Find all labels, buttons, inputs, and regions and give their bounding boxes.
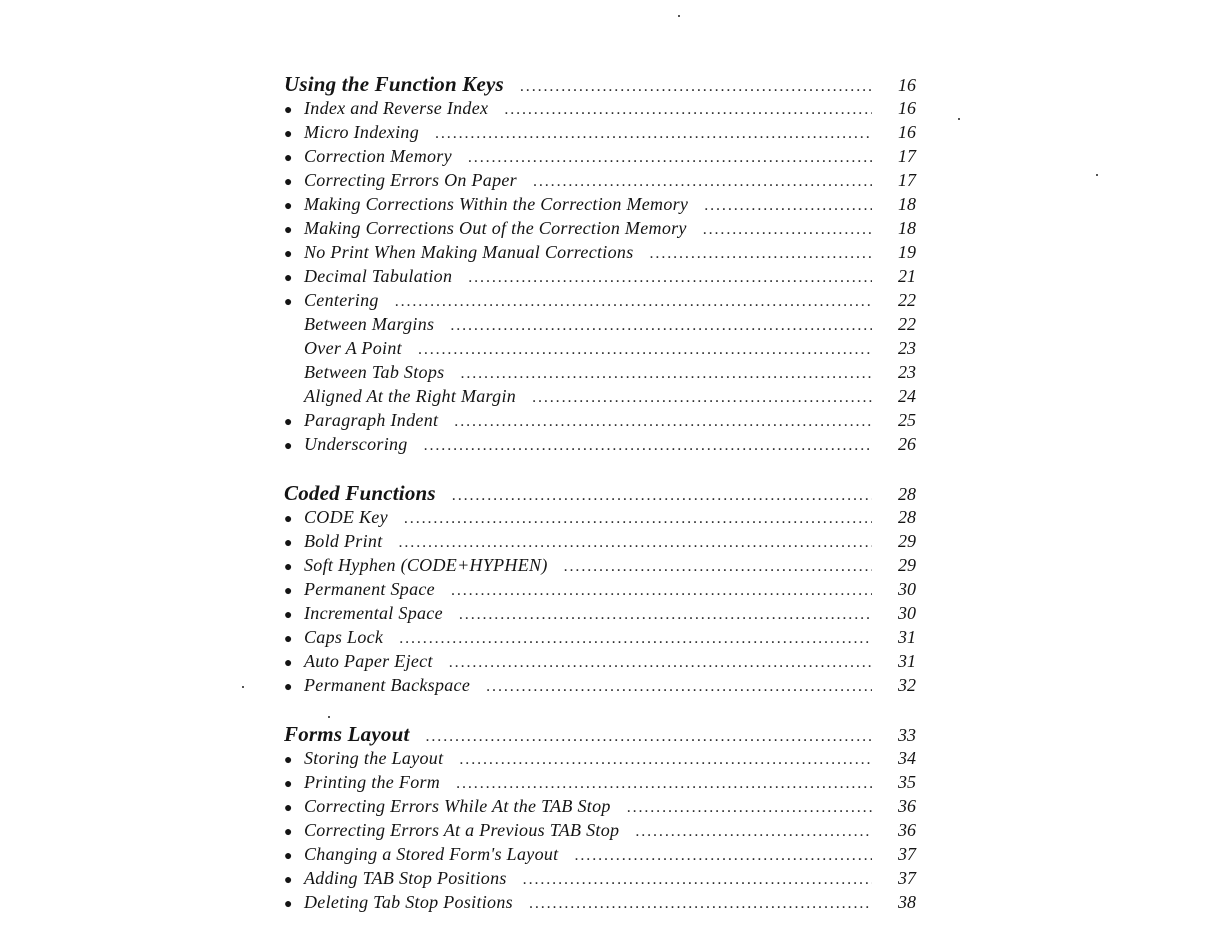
page-number: 19 xyxy=(898,242,916,262)
section-heading-label: Forms Layout xyxy=(284,722,410,746)
page-number: 23 xyxy=(898,362,916,382)
bullet-icon: ● xyxy=(284,680,293,695)
bullet-icon: ● xyxy=(284,247,293,262)
entry-label: Changing a Stored Form's Layout xyxy=(304,844,559,864)
dot-leader xyxy=(468,269,872,287)
toc-entry xyxy=(284,410,932,434)
toc-entry xyxy=(284,434,932,458)
page-number: 17 xyxy=(898,146,916,166)
dot-leader xyxy=(456,775,872,793)
page-number: 31 xyxy=(898,651,916,671)
dot-leader xyxy=(703,221,872,239)
toc-subentry xyxy=(284,314,932,338)
page-number: 28 xyxy=(898,484,916,504)
page-number: 23 xyxy=(898,338,916,358)
toc-entry xyxy=(284,507,932,531)
scan-speck xyxy=(1096,174,1098,176)
page-number: 36 xyxy=(898,796,916,816)
toc-entry xyxy=(284,122,932,146)
page-number: 22 xyxy=(898,314,916,334)
page-number: 37 xyxy=(898,868,916,888)
dot-leader xyxy=(452,487,872,505)
dot-leader xyxy=(459,606,872,624)
entry-label: Paragraph Indent xyxy=(304,410,439,430)
page-number: 16 xyxy=(898,122,916,142)
toc-entry xyxy=(284,772,932,796)
entry-label: No Print When Making Manual Corrections xyxy=(304,242,634,262)
entry-label: Decimal Tabulation xyxy=(304,266,453,286)
entry-label: Making Corrections Out of the Correction Memory xyxy=(304,218,687,238)
toc-entry xyxy=(284,170,932,194)
toc-section xyxy=(284,72,932,458)
page-number: 29 xyxy=(898,531,916,551)
dot-leader xyxy=(426,728,873,746)
dot-leader xyxy=(635,823,872,841)
toc-entry xyxy=(284,242,932,266)
section-heading xyxy=(284,72,932,98)
scan-speck xyxy=(958,118,960,120)
dot-leader xyxy=(449,654,872,672)
entry-label: Adding TAB Stop Positions xyxy=(304,868,507,888)
toc-entry xyxy=(284,290,932,314)
toc-entry xyxy=(284,266,932,290)
dot-leader xyxy=(450,317,872,335)
entry-label: Micro Indexing xyxy=(304,122,419,142)
page-number: 26 xyxy=(898,434,916,454)
dot-leader xyxy=(399,534,873,552)
section-heading-label: Coded Functions xyxy=(284,481,436,505)
dot-leader xyxy=(486,678,872,696)
page-number: 31 xyxy=(898,627,916,647)
scan-speck xyxy=(678,15,680,17)
bullet-icon: ● xyxy=(284,753,293,768)
dot-leader xyxy=(532,389,872,407)
dot-leader xyxy=(575,847,873,865)
table-of-contents xyxy=(284,72,932,916)
dot-leader xyxy=(418,341,872,359)
bullet-icon: ● xyxy=(284,849,293,864)
entry-label: Correcting Errors On Paper xyxy=(304,170,517,190)
toc-entry xyxy=(284,892,932,916)
entry-label: Caps Lock xyxy=(304,627,384,647)
bullet-icon: ● xyxy=(284,656,293,671)
toc-entry xyxy=(284,796,932,820)
entry-label: Permanent Space xyxy=(304,579,435,599)
bullet-icon: ● xyxy=(284,439,293,454)
dot-leader xyxy=(627,799,872,817)
bullet-icon: ● xyxy=(284,512,293,527)
bullet-icon: ● xyxy=(284,199,293,214)
entry-label: Auto Paper Eject xyxy=(304,651,433,671)
page-number: 17 xyxy=(898,170,916,190)
toc-subentry xyxy=(284,338,932,362)
toc-entry xyxy=(284,531,932,555)
entry-label: Correction Memory xyxy=(304,146,452,166)
dot-leader xyxy=(395,293,872,311)
page-number: 22 xyxy=(898,290,916,310)
entry-label: Between Margins xyxy=(304,314,435,334)
page-number: 32 xyxy=(898,675,916,695)
toc-section xyxy=(284,722,932,916)
entry-label: Underscoring xyxy=(304,434,408,454)
dot-leader xyxy=(564,558,872,576)
bullet-icon: ● xyxy=(284,223,293,238)
toc-entry xyxy=(284,868,932,892)
entry-label: Over A Point xyxy=(304,338,402,358)
page-number: 16 xyxy=(898,75,916,95)
page-number: 34 xyxy=(898,748,916,768)
dot-leader xyxy=(399,630,872,648)
bullet-icon: ● xyxy=(284,415,293,430)
page-number: 30 xyxy=(898,579,916,599)
toc-entry xyxy=(284,98,932,122)
toc-entry xyxy=(284,555,932,579)
section-heading xyxy=(284,481,932,507)
toc-entry xyxy=(284,603,932,627)
bullet-icon: ● xyxy=(284,584,293,599)
page-number: 38 xyxy=(898,892,916,912)
toc-entry xyxy=(284,748,932,772)
entry-label: Incremental Space xyxy=(304,603,443,623)
bullet-icon: ● xyxy=(284,151,293,166)
entry-label: Printing the Form xyxy=(304,772,441,792)
dot-leader xyxy=(459,751,872,769)
toc-subentry xyxy=(284,362,932,386)
page-number: 29 xyxy=(898,555,916,575)
page-number: 37 xyxy=(898,844,916,864)
bullet-icon: ● xyxy=(284,175,293,190)
page-number: 36 xyxy=(898,820,916,840)
entry-label: Aligned At the Right Margin xyxy=(304,386,517,406)
dot-leader xyxy=(460,365,872,383)
entry-label: Permanent Backspace xyxy=(304,675,471,695)
bullet-icon: ● xyxy=(284,873,293,888)
toc-entry xyxy=(284,675,932,699)
toc-entry xyxy=(284,218,932,242)
bullet-icon: ● xyxy=(284,632,293,647)
page-number: 35 xyxy=(898,772,916,792)
bullet-icon: ● xyxy=(284,825,293,840)
entry-label: Deleting Tab Stop Positions xyxy=(304,892,513,912)
bullet-icon: ● xyxy=(284,271,293,286)
bullet-icon: ● xyxy=(284,801,293,816)
dot-leader xyxy=(520,78,872,96)
page-number: 24 xyxy=(898,386,916,406)
entry-label: Soft Hyphen (CODE+HYPHEN) xyxy=(304,555,548,575)
toc-entry xyxy=(284,651,932,675)
dot-leader xyxy=(435,125,872,143)
bullet-icon: ● xyxy=(284,127,293,142)
bullet-icon: ● xyxy=(284,295,293,310)
toc-entry xyxy=(284,627,932,651)
page-number: 16 xyxy=(898,98,916,118)
entry-label: Bold Print xyxy=(304,531,383,551)
toc-entry xyxy=(284,844,932,868)
entry-label: Centering xyxy=(304,290,379,310)
dot-leader xyxy=(404,510,872,528)
page-number: 25 xyxy=(898,410,916,430)
bullet-icon: ● xyxy=(284,897,293,912)
entry-label: Storing the Layout xyxy=(304,748,444,768)
section-heading-label: Using the Function Keys xyxy=(284,72,504,96)
toc-section xyxy=(284,481,932,699)
bullet-icon: ● xyxy=(284,536,293,551)
dot-leader xyxy=(650,245,872,263)
page-number: 30 xyxy=(898,603,916,623)
page-number: 28 xyxy=(898,507,916,527)
dot-leader xyxy=(504,101,872,119)
bullet-icon: ● xyxy=(284,777,293,792)
bullet-icon: ● xyxy=(284,560,293,575)
dot-leader xyxy=(529,895,872,913)
toc-entry xyxy=(284,146,932,170)
page-number: 21 xyxy=(898,266,916,286)
page-number: 18 xyxy=(898,194,916,214)
bullet-icon: ● xyxy=(284,103,293,118)
dot-leader xyxy=(523,871,872,889)
entry-label: CODE Key xyxy=(304,507,388,527)
dot-leader xyxy=(451,582,872,600)
toc-entry xyxy=(284,579,932,603)
entry-label: Index and Reverse Index xyxy=(304,98,489,118)
dot-leader xyxy=(704,197,872,215)
dot-leader xyxy=(533,173,872,191)
page-number: 33 xyxy=(898,725,916,745)
entry-label: Making Corrections Within the Correction Memory xyxy=(304,194,689,214)
toc-subentry xyxy=(284,386,932,410)
dot-leader xyxy=(454,413,872,431)
entry-label: Between Tab Stops xyxy=(304,362,445,382)
page-number: 18 xyxy=(898,218,916,238)
toc-entry xyxy=(284,820,932,844)
section-heading xyxy=(284,722,932,748)
toc-entry xyxy=(284,194,932,218)
bullet-icon: ● xyxy=(284,608,293,623)
scan-speck xyxy=(242,686,244,688)
entry-label: Correcting Errors At a Previous TAB Stop xyxy=(304,820,620,840)
entry-label: Correcting Errors While At the TAB Stop xyxy=(304,796,611,816)
dot-leader xyxy=(424,437,872,455)
dot-leader xyxy=(468,149,872,167)
